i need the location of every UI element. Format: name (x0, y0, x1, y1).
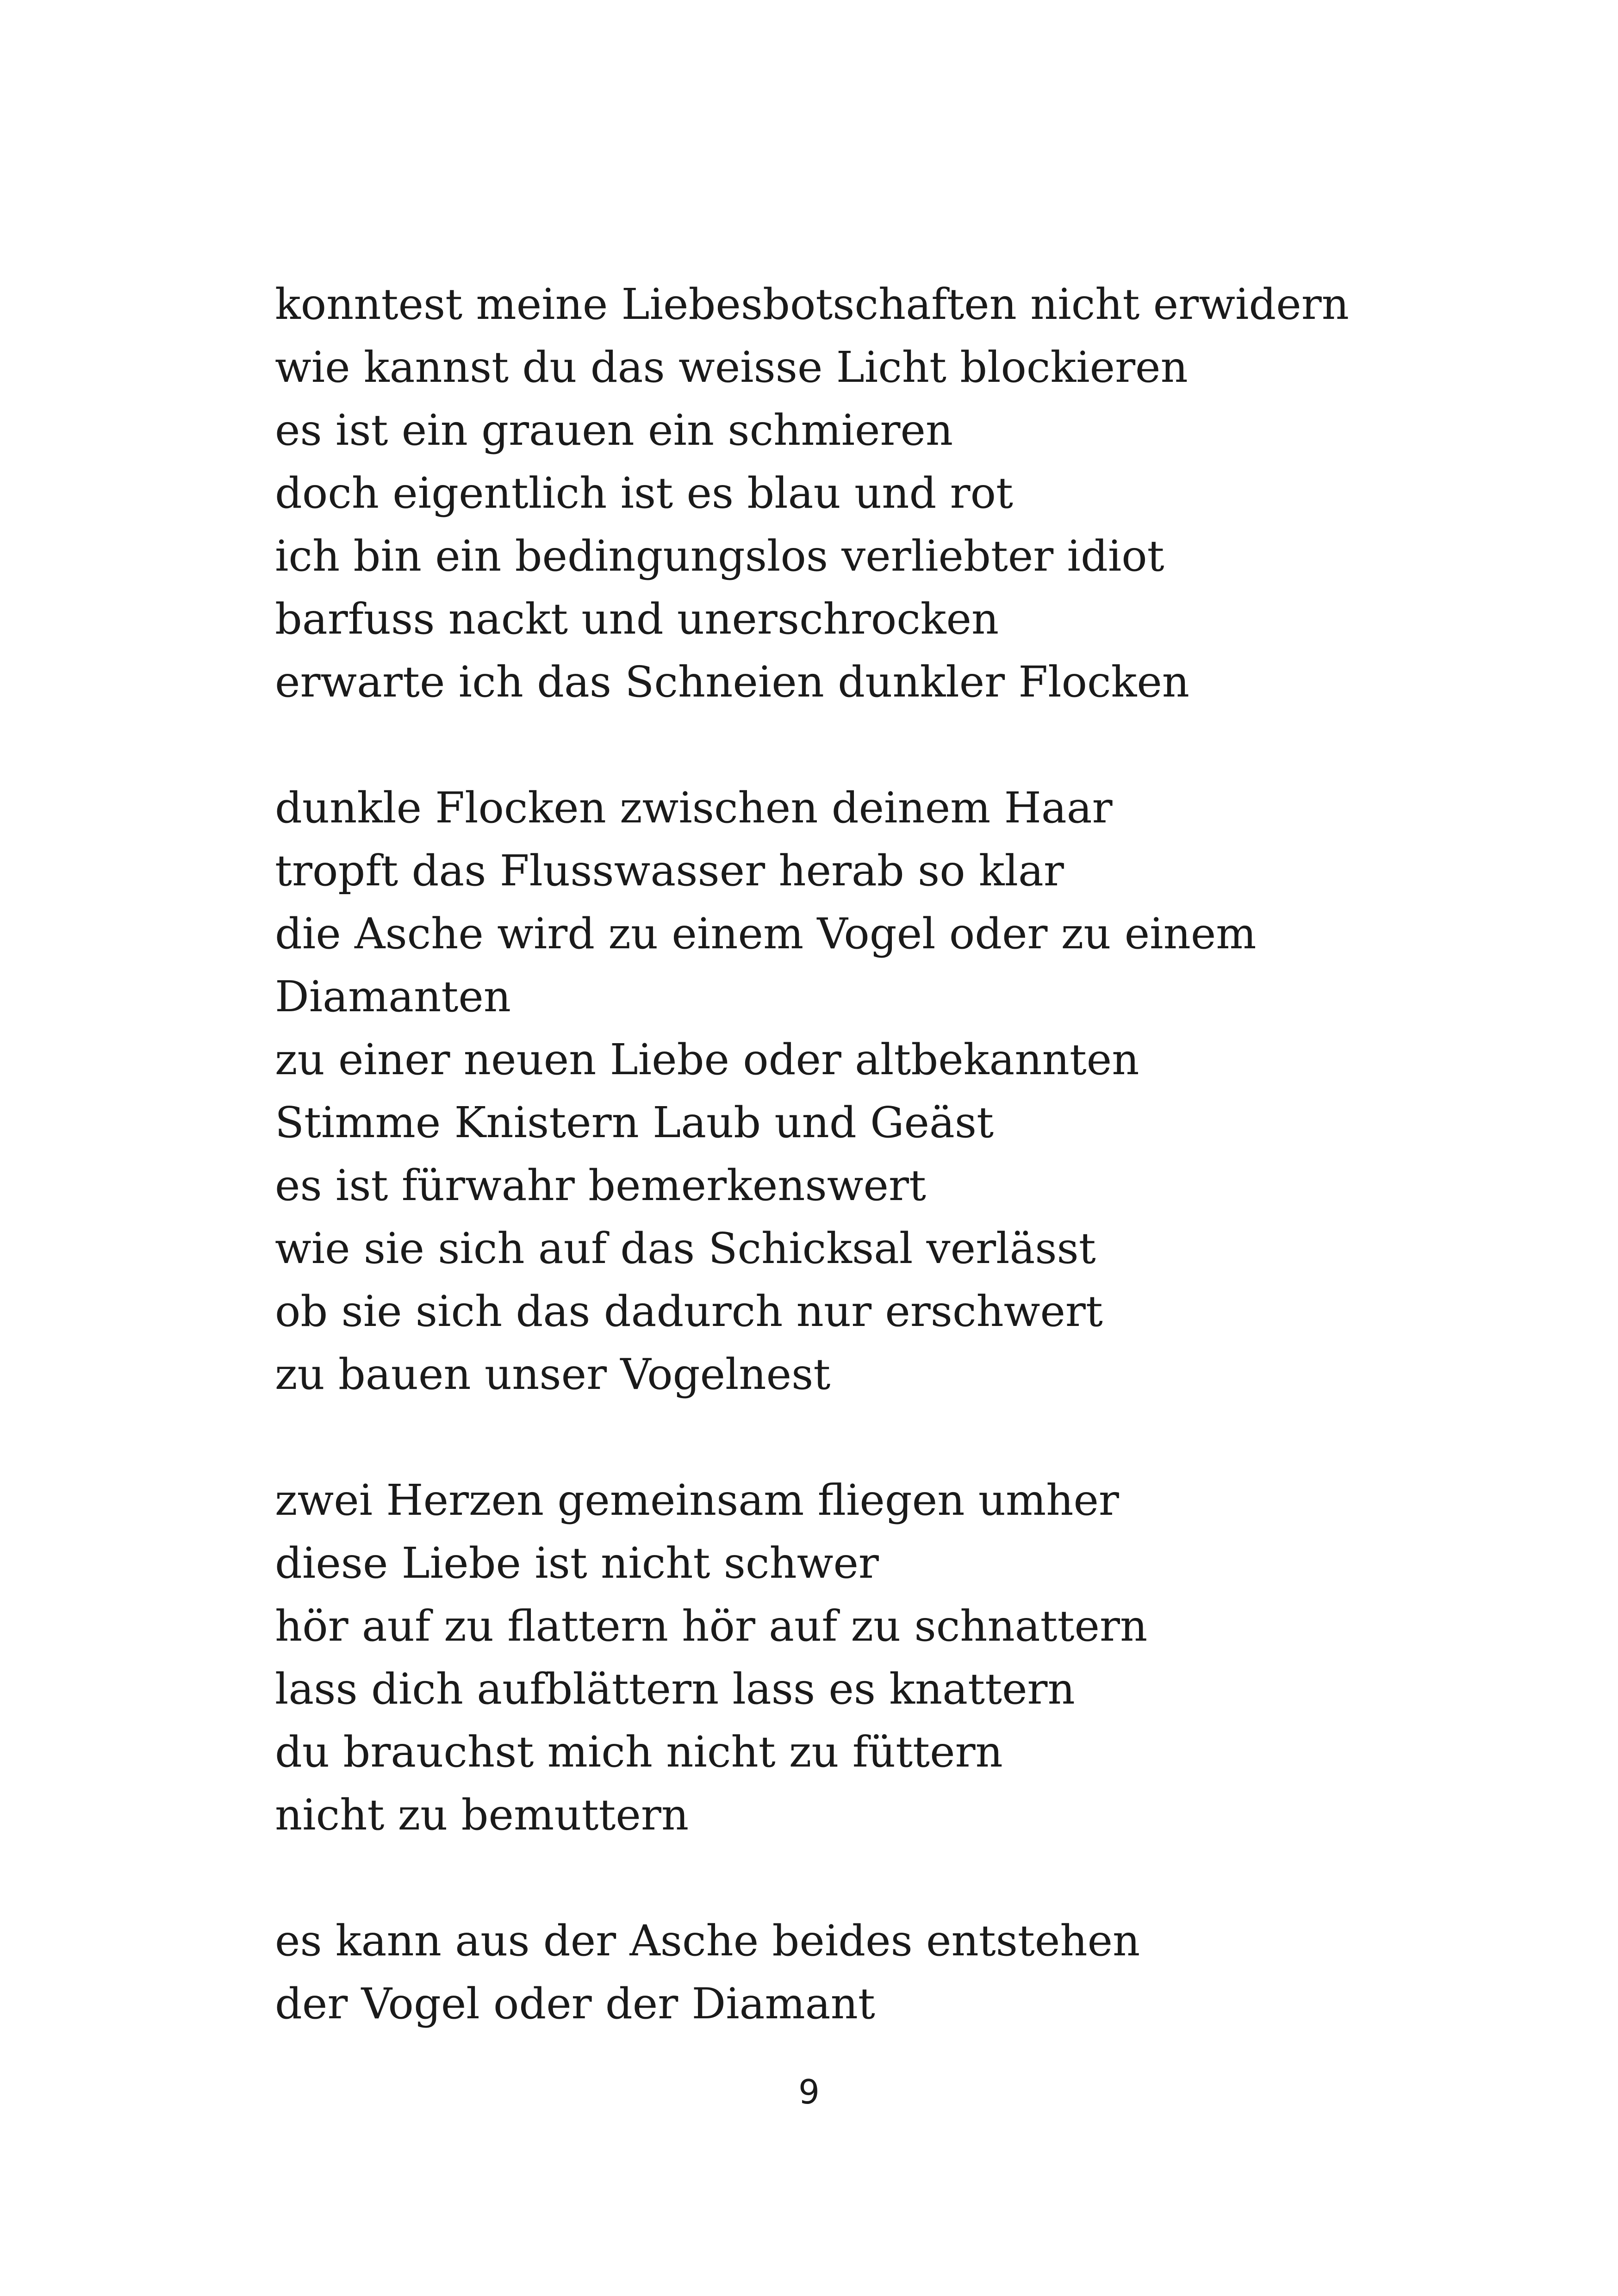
poem-line: es ist fürwahr bemerkenswert (275, 1161, 926, 1210)
poem-line: erwarte ich das Schneien dunkler Flocken (275, 657, 1190, 707)
poem-line: zwei Herzen gemeinsam fliegen umher (275, 1475, 1119, 1525)
poem-line: tropft das Flusswasser herab so klar (275, 846, 1064, 896)
stanza-4 (275, 1910, 1525, 2035)
poem-line: zu einer neuen Liebe oder altbekannten (275, 1035, 1139, 1084)
stanza-2 (275, 777, 1525, 1406)
poem-line: hör auf zu flattern hör auf zu schnattern (275, 1601, 1148, 1651)
poem-body (275, 273, 1525, 2035)
poem-line: wie sie sich auf das Schicksal verlässt (275, 1224, 1096, 1273)
poem-line: Stimme Knistern Laub und Geäst (275, 1098, 994, 1147)
poem-line: konntest meine Liebesbotschaften nicht erwidern (275, 280, 1349, 329)
poem-line: es kann aus der Asche beides entstehen (275, 1916, 1140, 1966)
poem-line: der Vogel oder der Diamant (275, 1979, 875, 2028)
page-number: 9 (798, 2072, 820, 2111)
poem-line: Diamanten (275, 972, 511, 1021)
stanza-3 (275, 1469, 1525, 1847)
poem-line: diese Liebe ist nicht schwer (275, 1538, 879, 1588)
poem-line: doch eigentlich ist es blau und rot (275, 468, 1013, 518)
poem-line: wie kannst du das weisse Licht blockieren (275, 342, 1188, 392)
poem-line: lass dich aufblättern lass es knattern (275, 1664, 1075, 1714)
poem-line: ob sie sich das dadurch nur erschwert (275, 1287, 1103, 1336)
poem-line: zu bauen unser Vogelnest (275, 1350, 831, 1399)
poem-line: barfuss nackt und unerschrocken (275, 594, 999, 644)
poem-line: es ist ein grauen ein schmieren (275, 405, 953, 455)
poem-line: die Asche wird zu einem Vogel oder zu einem (275, 909, 1257, 958)
poem-line: nicht zu bemuttern (275, 1790, 689, 1840)
stanza-1 (275, 273, 1525, 714)
poem-line: ich bin ein bedingungslos verliebter idiot (275, 531, 1164, 581)
poem-line: dunkle Flocken zwischen deinem Haar (275, 783, 1113, 833)
poem-line: du brauchst mich nicht zu füttern (275, 1727, 1003, 1777)
